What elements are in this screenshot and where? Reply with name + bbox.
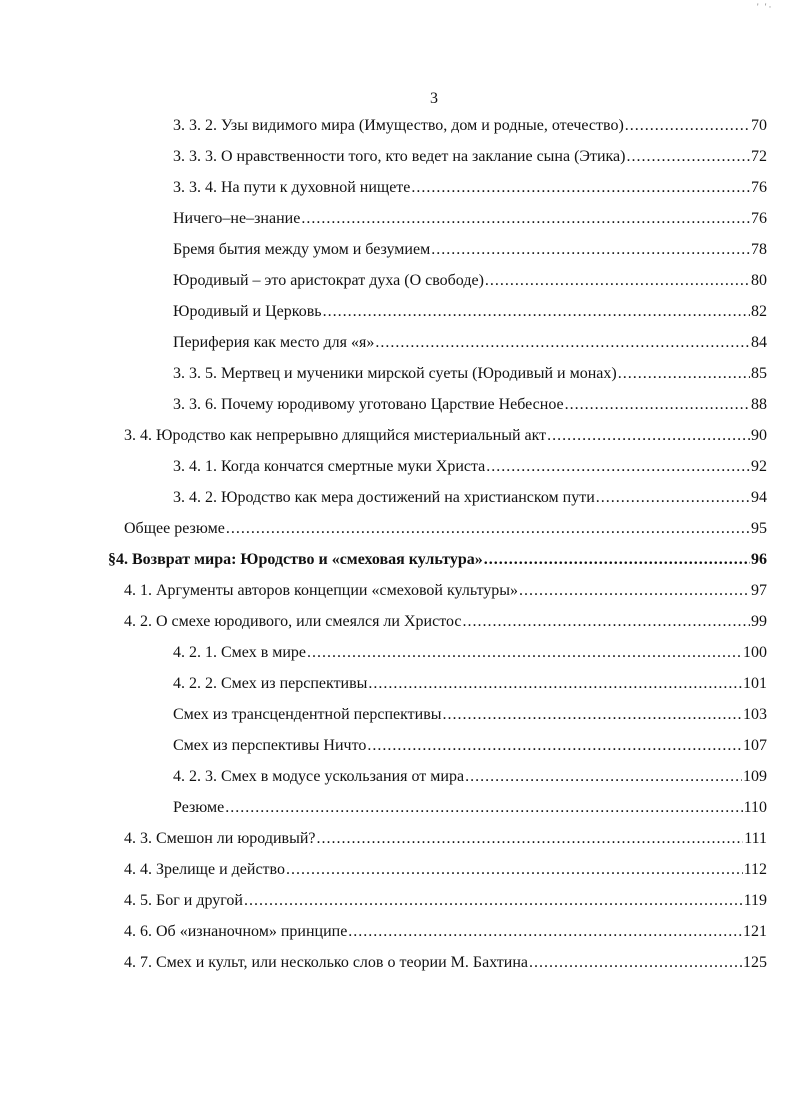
toc-entry-page: 96 [751,551,767,568]
toc-entry-page: 82 [751,303,767,320]
toc-entry-page: 76 [751,179,767,196]
toc-leader [443,704,742,726]
toc-leader [307,642,742,664]
toc-entry[interactable] [124,518,767,540]
toc-leader [286,859,743,881]
toc-leader [618,363,750,385]
toc-entry-title: 4. 2. О смехе юродивого, или смеялся ли Христос [124,613,462,630]
toc-leader [625,115,750,137]
toc-entry-title: 4. 1. Аргументы авторов концепции «смеховой культуры» [124,582,519,599]
toc-entry-title: 3. 4. Юродство как непрерывно длящийся мистериальный акт [124,427,547,444]
toc-entry-title: 3. 4. 2. Юродство как мера достижений на христианском пути [173,489,595,506]
toc-entry[interactable] [173,177,767,199]
toc-leader [529,952,742,974]
toc-entry-title: 4. 2. 3. Смех в модусе ускользания от мира [173,768,465,785]
toc-entry-page: 112 [743,861,767,878]
toc-entry-title: 4. 5. Бог и другой [124,892,243,909]
toc-entry-page: 110 [743,799,767,816]
toc-entry-page: 94 [751,489,767,506]
toc-entry-title: Периферия как место для «я» [173,334,375,351]
toc-leader [484,549,750,571]
toc-entry[interactable] [124,859,767,881]
toc-entry-title: 4. 4. Зрелище и действо [124,861,285,878]
toc-entry-title: 3. 3. 3. О нравственности того, кто ведет на заклание сына (Этика) [173,148,626,165]
toc-entry-title: Юродивый – это аристократ духа (О свободе) [173,272,484,289]
toc-entry-page: 85 [751,365,767,382]
toc-entry-title: Смех из трансцендентной перспективы [173,706,442,723]
toc-leader [225,797,742,819]
toc-entry[interactable] [173,456,767,478]
toc-entry[interactable] [173,146,767,168]
toc-entry[interactable] [124,580,767,602]
toc-entry-title: Общее резюме [124,520,225,537]
toc-entry-page: 103 [743,706,767,723]
toc-entry[interactable] [173,239,767,261]
toc-entry-title: 4. 2. 1. Смех в мире [173,644,307,661]
toc-leader [226,518,750,540]
toc-leader [485,270,750,292]
toc-entry[interactable] [173,394,767,416]
toc-entry[interactable] [124,611,767,633]
toc-leader [411,177,750,199]
toc-leader [465,766,742,788]
toc-leader [368,673,742,695]
toc-entry[interactable] [124,921,767,943]
toc-entry-page: 70 [751,117,767,134]
toc-entry[interactable] [173,270,767,292]
toc-leader [317,828,744,850]
toc-entry[interactable] [173,301,767,323]
toc-entry-title: 3. 4. 1. Когда кончатся смертные муки Христа [173,458,486,475]
toc-entry-page: 95 [751,520,767,537]
toc-entry-page: 84 [751,334,767,351]
toc-entry[interactable] [173,363,767,385]
toc-leader [367,735,742,757]
toc-entry[interactable] [173,735,767,757]
toc-entry-page: 76 [751,210,767,227]
toc-entry[interactable] [173,673,767,695]
toc-entry-page: 97 [751,582,767,599]
page-number: 3 [430,90,438,107]
toc-entry-page: 100 [743,644,767,661]
toc-entry[interactable] [173,642,767,664]
toc-entry[interactable] [124,425,767,447]
toc-entry-title: Юродивый и Церковь [173,303,322,320]
toc-entry-page: 111 [744,830,767,847]
toc-entry[interactable] [124,828,767,850]
toc-leader [244,890,743,912]
toc-leader [301,208,750,230]
toc-entry[interactable] [173,766,767,788]
toc-leader [375,332,750,354]
toc-entry[interactable] [173,208,767,230]
toc-entry-page: 119 [743,892,767,909]
toc-section-heading[interactable] [108,549,767,571]
toc-entry-title: 4. 7. Смех и культ, или несколько слов о теории М. Бахтина [124,954,529,971]
toc-entry[interactable] [173,487,767,509]
toc-entry-title: 3. 3. 5. Мертвец и мученики мирской суеты (Юродивый и монах) [173,365,617,382]
toc-entry-title: 3. 3. 4. На пути к духовной нищете [173,179,411,196]
toc-entry-title: Ничего–не–знание [173,210,301,227]
toc-leader [565,394,750,416]
toc-entry-page: 109 [743,768,767,785]
toc-entry-page: 121 [743,923,767,940]
toc-entry-page: 101 [743,675,767,692]
toc-entry-page: 92 [751,458,767,475]
toc-entry-title: 4. 2. 2. Смех из перспективы [173,675,368,692]
toc-entry[interactable] [124,890,767,912]
toc-leader [486,456,750,478]
scan-corner-mark: ' '· [757,2,774,12]
toc-entry-title: 4. 6. Об «изнаночном» принципе [124,923,348,940]
toc-leader [348,921,742,943]
toc-entry-title: Бремя бытия между умом и безумием [173,241,431,258]
toc-entry-title: Резюме [173,799,225,816]
toc-entry-page: 107 [743,737,767,754]
toc-entry-page: 90 [751,427,767,444]
toc-entry-page: 80 [751,272,767,289]
toc-entry-page: 78 [751,241,767,258]
toc-entry-page: 99 [751,613,767,630]
toc-entry-title: 3. 3. 2. Узы видимого мира (Имущество, дом и родные, отечество) [173,117,624,134]
toc-leader [323,301,750,323]
toc-entry-title: §4. Возврат мира: Юродство и «смеховая культура» [108,551,483,568]
toc-leader [462,611,750,633]
toc-entry[interactable] [173,115,767,137]
toc-leader [626,146,750,168]
toc-entry[interactable] [124,952,767,974]
toc-leader [596,487,750,509]
toc-entry-title: 4. 3. Смешон ли юродивый? [124,830,316,847]
toc-entry-title: 3. 3. 6. Почему юродивому уготовано Царствие Небесное [173,396,564,413]
toc-entry[interactable] [173,797,767,819]
toc-entry-page: 88 [751,396,767,413]
toc-leader [431,239,750,261]
toc-entry[interactable] [173,332,767,354]
toc-leader [519,580,750,602]
toc-leader [547,425,750,447]
toc-entry[interactable] [173,704,767,726]
toc-entry-page: 72 [751,148,767,165]
toc-entry-title: Смех из перспективы Ничто [173,737,367,754]
toc-entry-page: 125 [743,954,767,971]
